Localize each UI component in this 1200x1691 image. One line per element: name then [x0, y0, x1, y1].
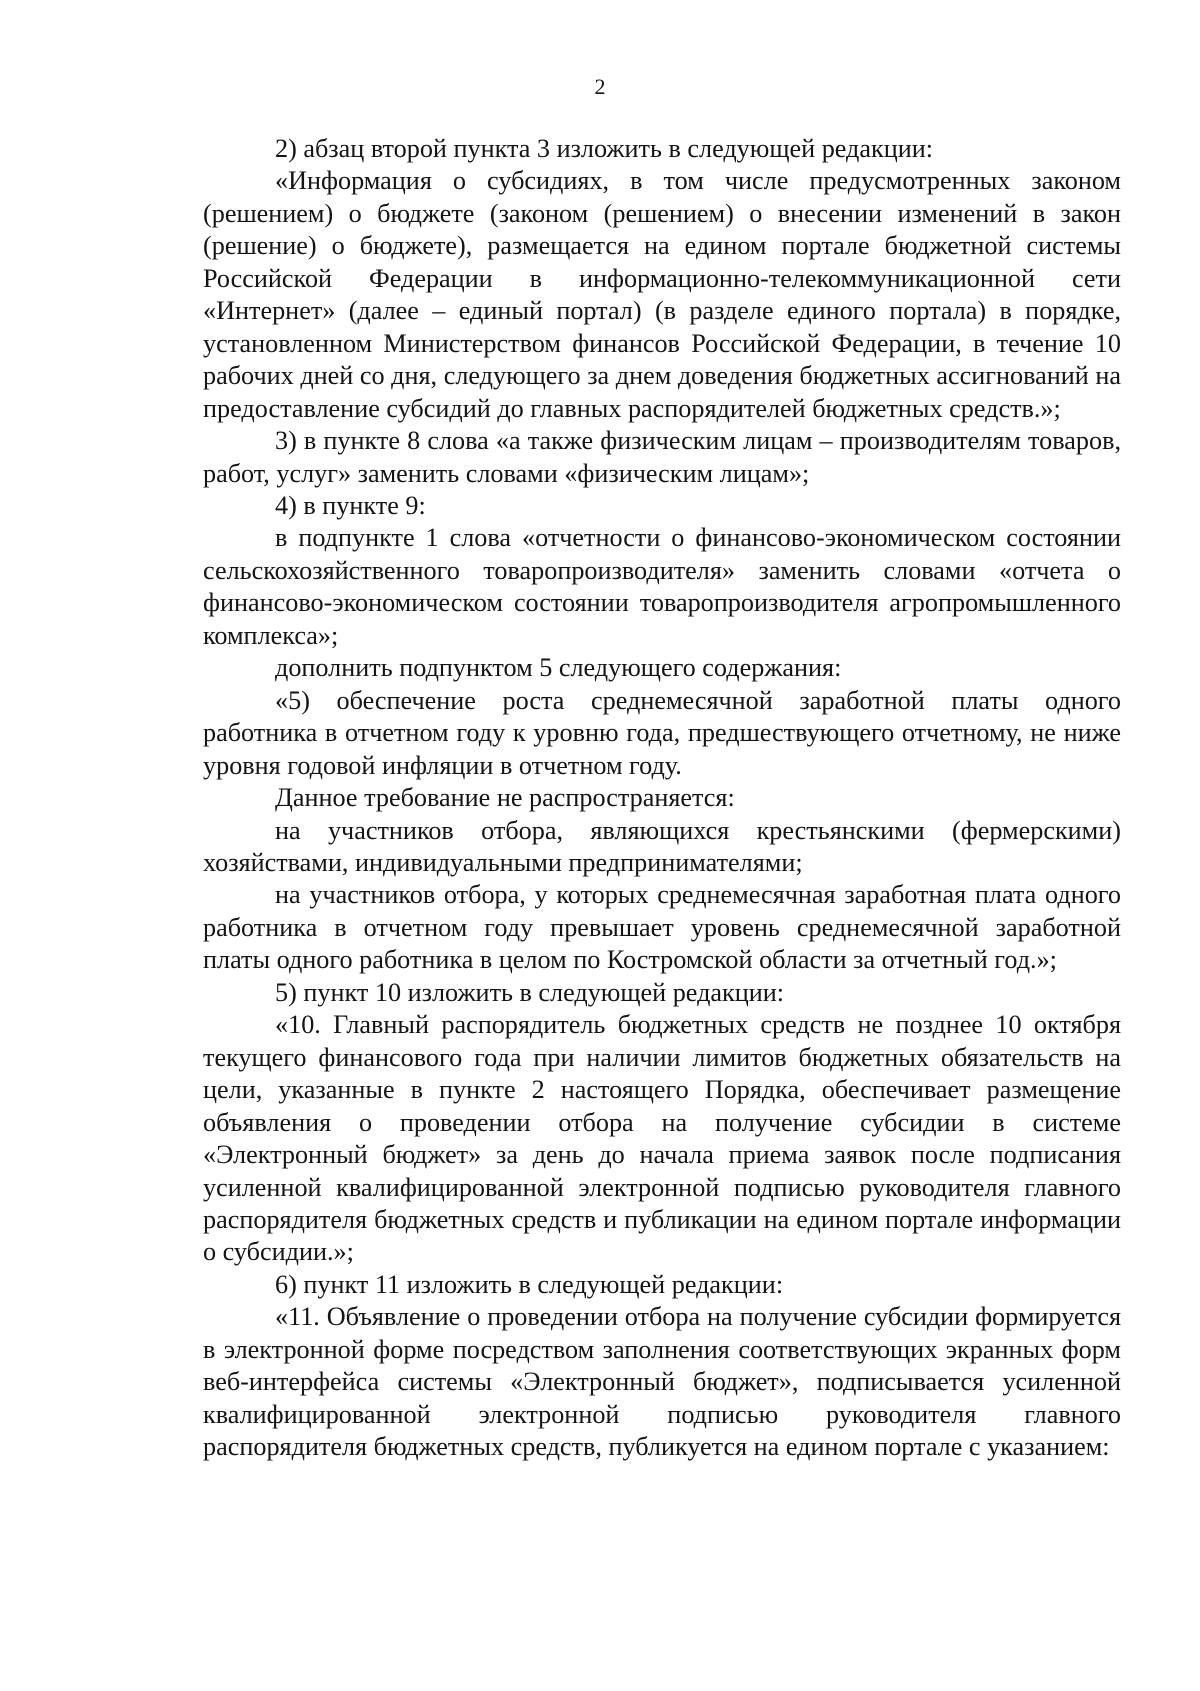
- paragraph-item-2-amendment: 2) абзац второй пункта 3 изложить в следующей редакции:: [275, 134, 934, 163]
- paragraph-item-4-amendment: 4) в пункте 9:: [275, 490, 426, 520]
- paragraph-item-3-amendment: 3) в пункте 8 слова «а также физическим лицам – производителям товаров, работ, услуг» заменить словами «физическим лицам»;: [203, 426, 1121, 488]
- paragraph-exception-farms: на участников отбора, являющихся крестьянскими (фермерскими) хозяйствами, индивидуальными предпринимателями;: [203, 815, 1121, 877]
- paragraph-item-6-amendment: 6) пункт 11 изложить в следующей редакции:: [275, 1269, 784, 1299]
- paragraph-exception-wages: на участников отбора, у которых среднемесячная заработная плата одного работника в отчетном году превышает уровень среднемесячной заработной платы одного работника в целом по Костромской области за отчетный год.»;: [203, 880, 1121, 975]
- paragraph-item-5-amendment: 5) пункт 10 изложить в следующей редакции:: [275, 977, 785, 1007]
- document-body: [203, 133, 1121, 1464]
- paragraph-subsidy-information: «Информация о субсидиях, в том числе предусмотренных законом (решением) о бюджете (законом (решением) о внесении изменений в закон (решение) о бюджете), размещается на едином портале бюджетной системы Российской Федерации в информационно-телекоммуникационной сети «Интернет» (далее – единый портал) (в разделе единого портала) в порядке, установленном Министерством финансов Российской Федерации, в течение 10 рабочих дней со дня, следующего за днем доведения бюджетных ассигнований на предоставление субсидий до главных распорядителей бюджетных средств.»;: [203, 166, 1121, 423]
- paragraph-item-11-text: «11. Объявление о проведении отбора на получение субсидии формируется в электронной форме посредством заполнения соответствующих экранных форм веб-интерфейса системы «Электронный бюджет», подписывается усиленной квалифицированной электронной подписью руководителя главного распорядителя бюджетных средств, публикуется на едином портале с указанием:: [203, 1302, 1121, 1462]
- paragraph-add-subitem-5: дополнить подпунктом 5 следующего содержания:: [275, 653, 842, 683]
- paragraph-item-10-text: «10. Главный распорядитель бюджетных средств не позднее 10 октября текущего финансового года при наличии лимитов бюджетных обязательств на цели, указанные в пункте 2 настоящего Порядка, обеспечивает размещение объявления о проведении отбора на получение субсидии в системе «Электронный бюджет» за день до начала приема заявок после подписания усиленной квалифицированной электронной подписью руководителя главного распорядителя бюджетных средств и публикации на едином портале информации о субсидии.»;: [203, 1010, 1121, 1267]
- paragraph-subitem-5-text: «5) обеспечение роста среднемесячной заработной платы одного работника в отчетном году к уровню года, предшествующего отчетному, не ниже уровня годовой инфляции в отчетном году.: [203, 685, 1121, 780]
- page-number: 2: [594, 74, 606, 99]
- paragraph-subitem-1-wording: в подпункте 1 слова «отчетности о финансово-экономическом состоянии сельскохозяйственного товаропроизводителя» заменить словами «отчета о финансово-экономическом состоянии товаропроизводителя агропромышленного комплекса»;: [203, 523, 1121, 650]
- paragraph-requirement-exception: Данное требование не распространяется:: [275, 783, 735, 813]
